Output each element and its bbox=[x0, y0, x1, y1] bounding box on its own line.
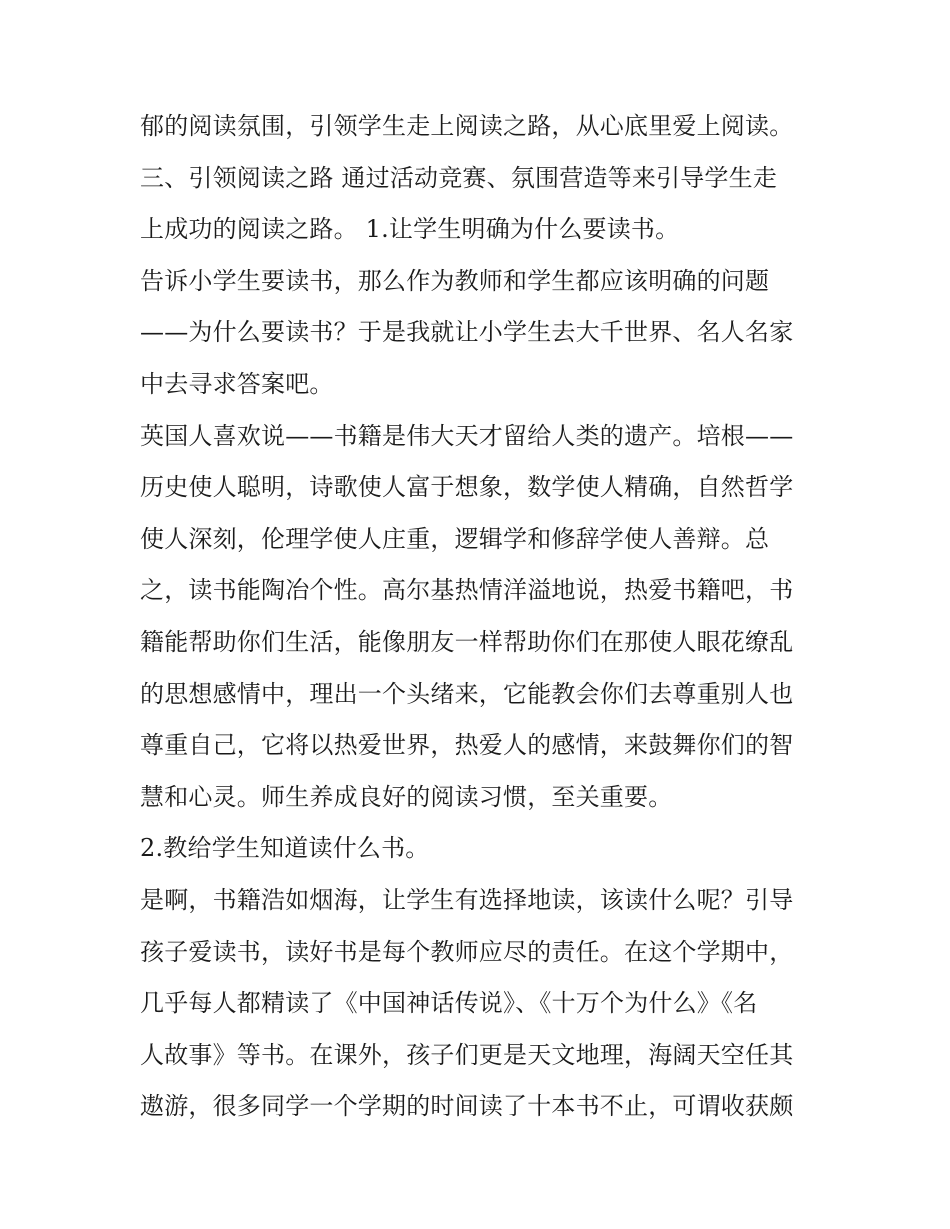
text-line: 使人深刻，伦理学使人庄重，逻辑学和修辞学使人善辩。总 bbox=[140, 524, 770, 553]
text-line: 孩子爱读书，读好书是每个教师应尽的责任。在这个学期中， bbox=[140, 937, 794, 966]
body-text bbox=[140, 101, 820, 1133]
text-line: 2.教给学生知道读什么书。 bbox=[140, 834, 430, 863]
text-line: 郁的阅读氛围，引领学生走上阅读之路，从心底里爱上阅读。 bbox=[140, 112, 794, 140]
text-line: 英国人喜欢说——书籍是伟大天才留给人类的遗产。培根—— bbox=[140, 421, 794, 450]
text-line: 的思想感情中，理出一个头绪来，它能教会你们去尊重别人也 bbox=[140, 679, 794, 708]
text-line: 上成功的阅读之路。 1.让学生明确为什么要读书。 bbox=[140, 215, 680, 244]
text-line: 中去寻求答案吧。 bbox=[140, 369, 334, 398]
text-line: 三、引领阅读之路 通过活动竞赛、氛围营造等来引导学生走 bbox=[140, 163, 778, 192]
text-line: 告诉小学生要读书，那么作为教师和学生都应该明确的问题 bbox=[140, 266, 770, 295]
text-line: 人故事》等书。在课外，孩子们更是天文地理，海阔天空任其 bbox=[140, 1040, 794, 1069]
text-line: 历史使人聪明，诗歌使人富于想象，数学使人精确，自然哲学 bbox=[140, 473, 794, 502]
text-line: 籍能帮助你们生活，能像朋友一样帮助你们在那使人眼花缭乱 bbox=[140, 627, 794, 656]
text-line: 是啊，书籍浩如烟海，让学生有选择地读，该读什么呢？引导 bbox=[140, 885, 794, 914]
text-line: ——为什么要读书？于是我就让小学生去大千世界、名人名家 bbox=[140, 318, 794, 347]
text-line: 尊重自己，它将以热爱世界，热爱人的感情，来鼓舞你们的智 bbox=[140, 731, 794, 760]
text-line: 慧和心灵。师生养成良好的阅读习惯，至关重要。 bbox=[140, 782, 673, 811]
text-line: 几乎每人都精读了《中国神话传说》、《十万个为什么》《名 bbox=[140, 989, 758, 1018]
text-line: 之，读书能陶冶个性。高尔基热情洋溢地说，热爱书籍吧，书 bbox=[140, 576, 794, 605]
text-line: 遨游，很多同学一个学期的时间读了十本书不止，可谓收获颇 bbox=[140, 1092, 794, 1121]
